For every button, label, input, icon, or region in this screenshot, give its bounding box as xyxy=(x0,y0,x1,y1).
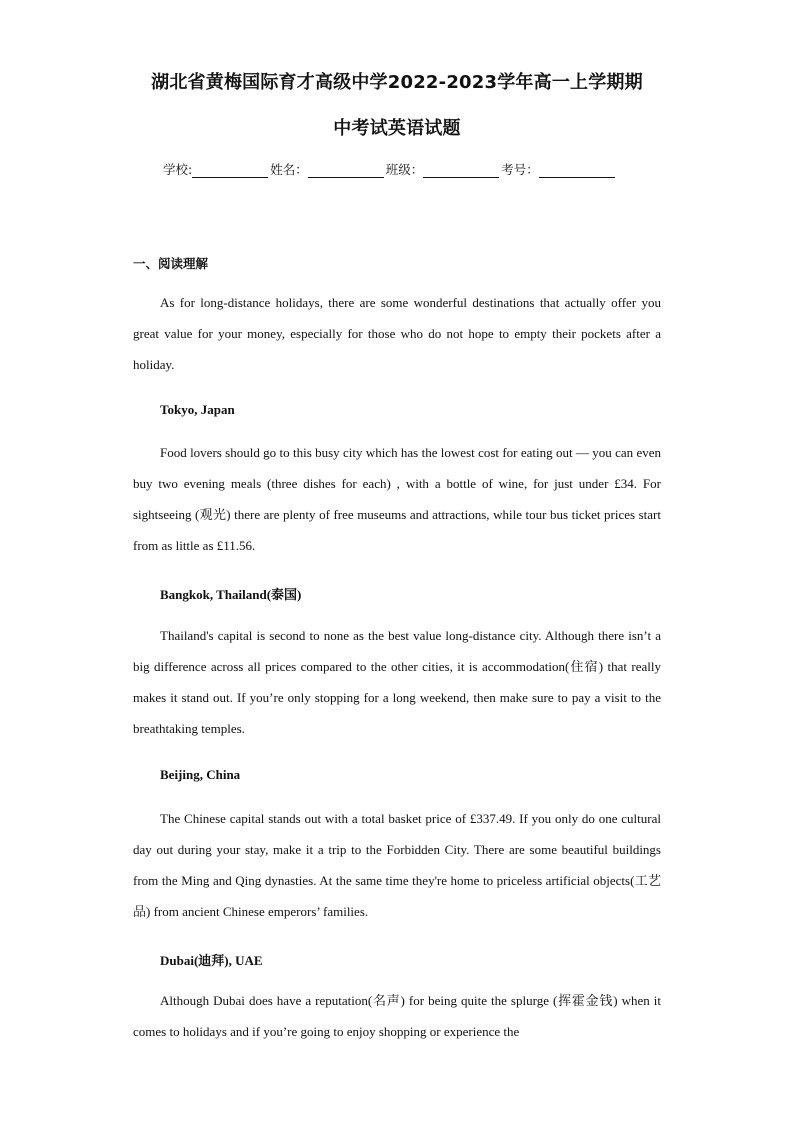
city-text-bangkok: Thailand's capital is second to none as the best value long-distance city. Although there isn’t a big difference across all prices compared to the other cities, it is accommodation(住宿) that really makes it stand out. If you’re only stopping for a long weekend, then make sure to pay a visit to the breathtaking temples. xyxy=(133,628,661,736)
passage-intro: As for long-distance holidays, there are some wonderful destinations that actually offer you great value for your money, especially for those who do not hope to empty their pockets after a holiday. xyxy=(133,295,661,372)
city-text-tokyo: Food lovers should go to this busy city which has the lowest cost for eating out — you can even buy two evening meals (three dishes for each) , with a bottle of wine, for just under £34. For sightseeing (观光) there are plenty of free museums and attractions, while tour bus ticket prices start from as little as £11.56. xyxy=(133,445,661,553)
exam-title-line2: 中考试英语试题 xyxy=(333,118,461,139)
name-label: 姓名： xyxy=(270,162,308,177)
school-blank xyxy=(192,163,268,178)
class-blank xyxy=(423,163,499,178)
student-info-row xyxy=(163,160,617,178)
class-label: 班级： xyxy=(385,162,424,177)
section-title: 一、阅读理解 xyxy=(133,256,209,271)
city-text-beijing: The Chinese capital stands out with a total basket price of £337.49. If you only do one cultural day out during your stay, make it a trip to the Forbidden City. There are some beautiful buildings from the Ming and Qing dynasties. At the same time they're home to priceless artificial objects(工艺品) from ancient Chinese emperors’ families. xyxy=(133,811,661,919)
name-blank xyxy=(308,163,384,178)
city-heading-tokyo: Tokyo, Japan xyxy=(160,402,235,417)
school-label: 学校: xyxy=(163,162,193,177)
exam-title-line1: 湖北省黄梅国际育才高级中学2022-2023学年高一上学期期 xyxy=(151,72,643,93)
city-heading-beijing: Beijing, China xyxy=(160,767,241,782)
exam-no-blank xyxy=(539,163,615,178)
city-heading-bangkok: Bangkok, Thailand(泰国) xyxy=(160,587,302,602)
city-heading-dubai: Dubai(迪拜), UAE xyxy=(160,953,263,968)
exam-no-label: 考号： xyxy=(501,162,539,177)
city-text-dubai: Although Dubai does have a reputation(名声) for being quite the splurge (挥霍金钱) when it comes to holidays and if you’re going to enjoy shopping or experience the xyxy=(133,993,661,1039)
